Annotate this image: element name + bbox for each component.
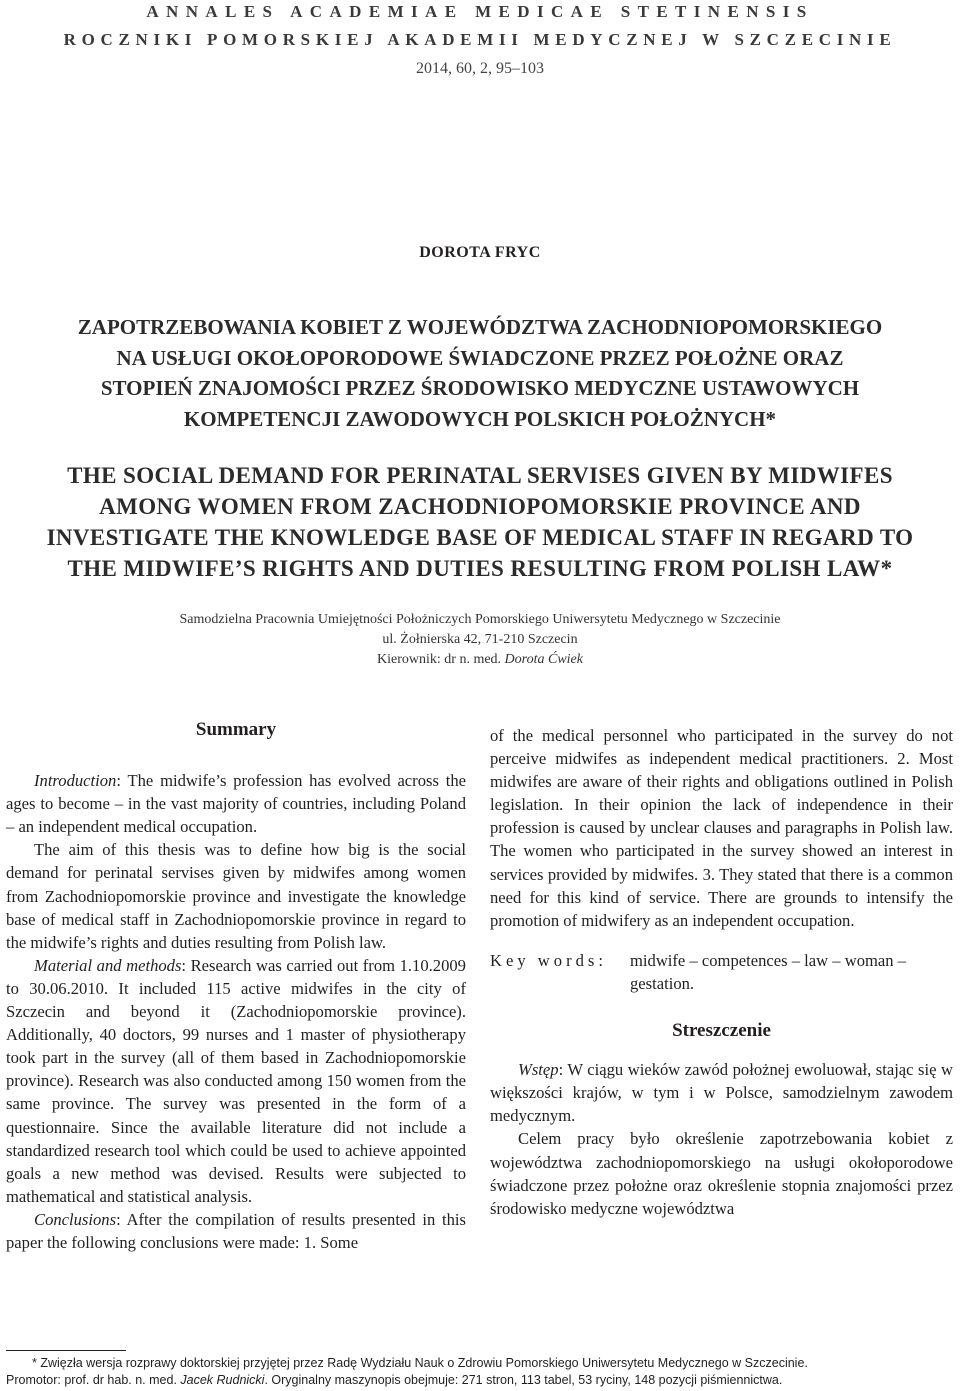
introduction-text: : The midwife’s profession has evolved across the ages to become – in the vast majority of countries, including Poland – an independent medical occupation. [6,771,466,837]
affiliation-head-prefix: Kierownik: dr n. med. [377,652,505,667]
author-name: DOROTA FRYC [419,244,541,261]
footnote-promoter-suffix: . Oryginalny maszynopis obejmuje: 271 stron, 113 tabel, 53 ryciny, 148 pozycji piśmiennictwa. [264,1373,783,1387]
keywords [490,949,953,995]
conclusions-text-part-1: : After the compilation of results presented in this paper the following conclusions were made: 1. Some [6,1209,466,1252]
journal-name-polish: ROCZNIKI POMORSKIEJ AKADEMII MEDYCZNEJ W SZCZECINIE [63,30,897,49]
affiliation-address: ul. Żołnierska 42, 71-210 Szczecin [382,632,578,647]
journal-name-latin: ANNALES ACADEMIAE MEDICAE STETINENSIS [146,2,814,21]
title-polish-line: ZAPOTRZEBOWANIA KOBIET Z WOJEWÓDZTWA ZACHODNIOPOMORSKIEGO [77,315,883,339]
affiliation-head [0,650,960,670]
title-english [0,460,960,584]
keywords-text: midwife – competences – law – woman – gestation. [630,950,907,993]
conclusions-label: Conclusions [34,1209,117,1229]
summary-methods [6,954,466,1208]
streszczenie-heading: Streszczenie [672,1020,771,1042]
title-polish-line: NA USŁUGI OKOŁOPORODOWE ŚWIADCZONE PRZEZ POŁOŻNE ORAZ [116,345,844,370]
summary-aim: The aim of this thesis was to define how big is the social demand for perinatal servises given by midwifes among women from Zachodniopomorskie province and investigate the knowledge base of medical staff in Zachodniopomorskie province in regard to the midwife’s rights and duties resulting from Polish law. [6,840,466,952]
streszczenie-cel: Celem pracy było określenie zapotrzebowania kobiet z województwa zachodniopomorskiego na usługi okołoporodowe świadczone przez położne oraz określenie stopnia znajomości przez środowisko medyczne województwa [490,1129,953,1218]
methods-label: Material and methods [34,955,182,975]
wstep-text: : W ciągu wieków zawód położnej ewoluował, stając się w większości krajów, w tym i w Polsce, samodzielnym zawodem medycznym. [490,1060,953,1126]
title-english-line: INVESTIGATE THE KNOWLEDGE BASE OF MEDICAL STAFF IN REGARD TO [46,525,914,550]
summary-heading: Summary [195,719,277,740]
footnote-promoter-name: Jacek Rudnicki [180,1373,265,1387]
introduction-label: Introduction [34,771,117,791]
affiliation-head-name: Dorota Ćwiek [504,652,583,667]
keywords-label: Key words: [490,950,607,970]
conclusions-text-part-2: of the medical personnel who participated in the survey do not perceive midwifes as independent medical practitioners. 2. Most midwifes are aware of their rights and obligations outlined in Polish legislation. In their opinion the lack of independence in their profession is caused by unclear clauses and paragraphs in Polish law. The women who participated in the survey showed an interest in services provided by midwifes. 3. They stated that there is a common need for this kind of service. There are grounds to intensify the promotion of midwifery as an independent occupation. [490,726,953,930]
right-column [490,724,953,1220]
title-polish-line: STOPIEŃ ZNAJOMOŚCI PRZEZ ŚRODOWISKO MEDYCZNE USTAWOWYCH [100,376,860,400]
footnote [6,1355,956,1389]
footnote-line-2 [6,1372,956,1389]
wstep-label: Wstęp [518,1060,559,1080]
summary-conclusions-start [6,1208,466,1254]
title-polish [0,312,960,434]
streszczenie-wstep [490,1058,953,1127]
title-polish-line: KOMPETENCJI ZAWODOWYCH POLSKICH POŁOŻNYCH* [183,406,777,431]
affiliation-institution: Samodzielna Pracownia Umiejętności Położniczych Pomorskiego Uniwersytetu Medycznego w Szczecinie [179,612,781,627]
title-english-line: THE MIDWIFE’S RIGHTS AND DUTIES RESULTING FROM POLISH LAW* [67,556,893,581]
footnote-promoter-prefix: Promotor: prof. dr hab. n. med. [6,1373,181,1387]
footnote-line-1: * Zwięzła wersja rozprawy doktorskiej przyjętej przez Radę Wydziału Nauk o Zdrowiu Pomorskiego Uniwersytetu Medycznego w Szczecinie. [32,1356,808,1370]
methods-text: : Research was carried out from 1.10.2009 to 30.06.2010. It included 115 active midwifes in the city of Szczecin and beyond it (Zachodniopomorskie province). Additionally, 40 doctors, 99 nurses and 1 master of physiotherapy took part in the survey (all of them based in Zachodniopomorskie province). Research was also conducted among 150 women from the same province. The survey was presented in the form of a questionnaire. Since the available literature did not include a standardized research tool which could be used to achieve appointed goals a new method was devised. Results were subjected to mathematical and statistical analysis. [6,955,466,1206]
title-english-line: THE SOCIAL DEMAND FOR PERINATAL SERVISES GIVEN BY MIDWIFES [67,463,893,488]
citation-info: 2014, 60, 2, 95–103 [416,60,544,77]
footnote-rule [6,1350,126,1351]
title-english-line: AMONG WOMEN FROM ZACHODNIOPOMORSKIE PROVINCE AND [99,494,861,519]
summary-introduction [6,769,466,838]
left-column [6,718,466,1254]
